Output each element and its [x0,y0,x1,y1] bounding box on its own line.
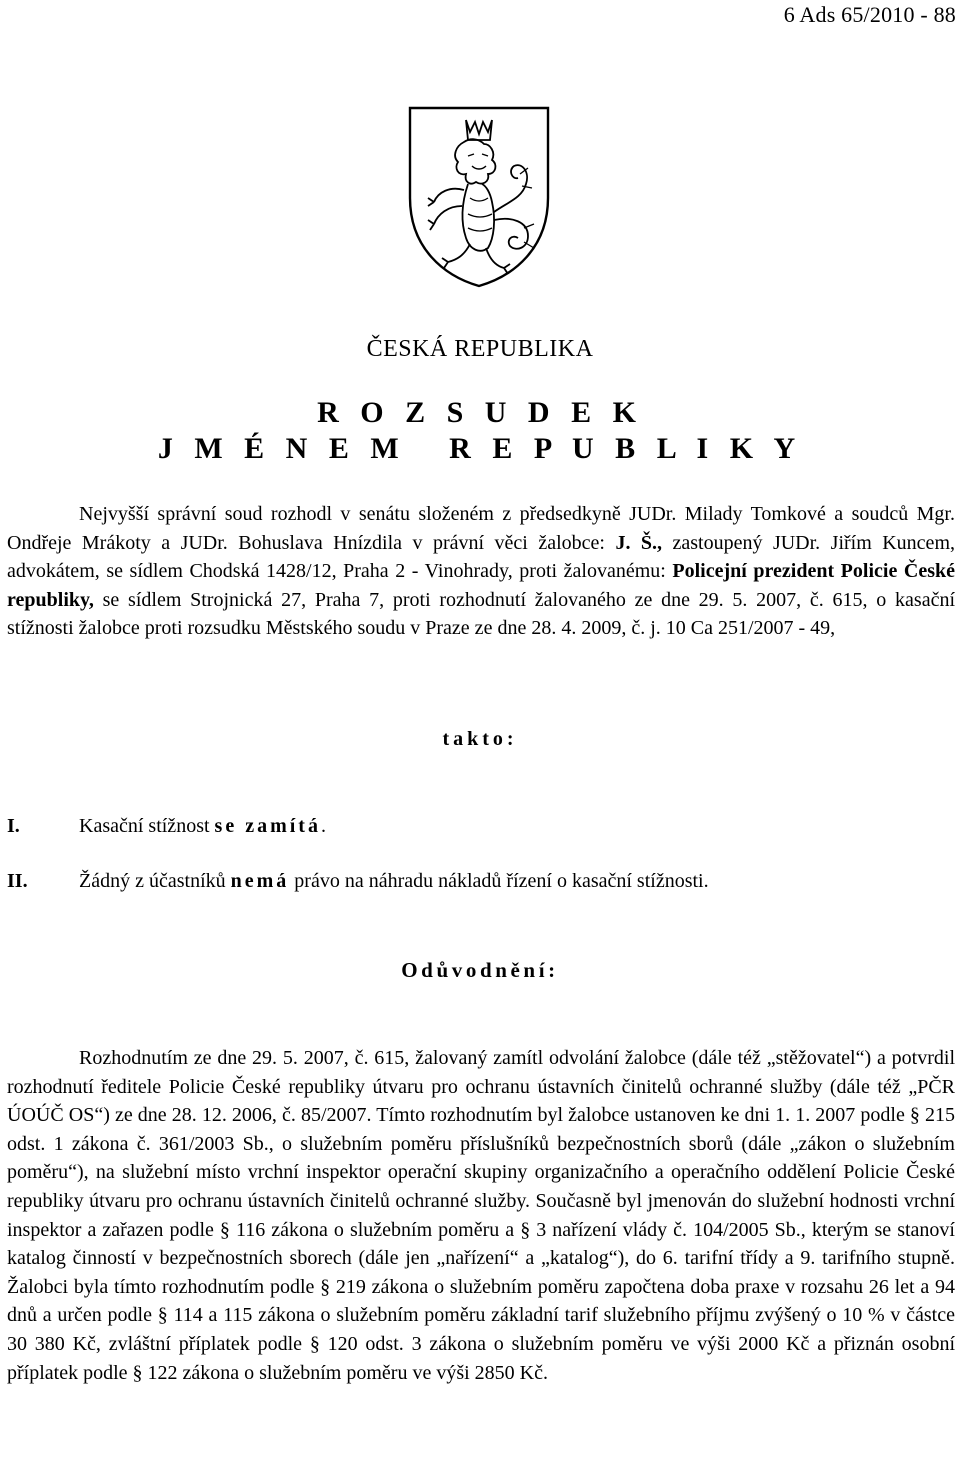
country-title: ČESKÁ REPUBLIKA [366,336,594,362]
intro-text-2: zastoupený JUDr. Jiřím Kuncem, advokátem, se sídlem Chodská 1428/12, Praha 2 - Vinohrady, proti žalovanému: [7,531,955,583]
verdict-item-2 [7,867,955,895]
reasoning-paragraph [7,1044,955,1387]
state-emblem-icon [404,102,554,290]
takto-heading: takto: [442,728,518,750]
verdict-emphasis: se zamítá [214,815,321,837]
verdict-emphasis: nemá [230,870,290,892]
intro-paragraph [7,500,955,643]
verdict-text-end: právo na náhradu nákladů řízení o kasační stížnosti. [289,870,709,892]
case-number: 6 Ads 65/2010 - 88 [783,2,956,27]
reasoning-heading: Odůvodnění: [401,958,559,982]
verdict-text: Žádný z účastníků [79,870,231,892]
reasoning-text: Rozhodnutím ze dne 29. 5. 2007, č. 615, žalovaný zamítl odvolání žalobce (dále též „stěžovatel“) a potvrdil rozhodnutí ředitele Policie České republiky útvaru pro ochranu ústavních činitelů ochranné služby (dále též „PČR ÚOÚČ OS“) ze dne 28. 12. 2006, č. 85/2007. Tímto rozhodnutím byl žalobce ustanoven ke dni 1. 1. 2007 podle § 215 odst. 1 zákona č. 361/2003 Sb., o služebním poměru příslušníků bezpečnostních sborů (dále „zákon o služebním poměru“), na služební místo vrchní inspektor operační skupiny organizačního a operačního oddělení Policie České republiky útvaru pro ochranu ústavních činitelů ochranné služby. Současně byl jmenován do služební hodnosti vrchní inspektor a zařazen podle § 116 zákona o služebním poměru a § 3 nařízení vlády č. 104/2005 Sb., kterým se stanoví katalog činností v bezpečnostních sborech (dále jen „nařízení“ a „katalog“), do 6. tarifní třídy a 9. tarifního stupně. Žalobci byla tímto rozhodnutím podle § 219 zákona o služebním poměru započtena doba praxe v rozsahu 26 let a 94 dnů a určen podle § 114 a 115 zákona o služebním poměru základní tarif služebního příjmu zvýšený o 10 % v částce 30 380 Kč, zvláštní příplatek podle § 120 odst. 3 zákona o služebním poměru ve výši 2000 Kč a přiznán osobní příplatek podle § 122 zákona o služebním poměru ve výši 2850 Kč. [7,1047,955,1384]
verdict-number: II. [7,870,28,892]
verdict-text-end: . [320,815,326,837]
judgment-title: R O Z S U D E K [317,396,643,429]
verdict-item-1 [7,812,955,840]
intro-text-3: se sídlem Strojnická 27, Praha 7, proti rozhodnutí žalovaného ze dne 29. 5. 2007, č. 615, o kasační stížnosti žalobce proti rozsudku Městského soudu v Praze ze dne 28. 4. 2009, č. j. 10 Ca 251/2007 - 49, [7,588,955,640]
intro-text-1: Nejvyšší správní soud rozhodl v senátu složeném z předsedkyně JUDr. Milady Tomkové a soudců Mgr. Ondřeje Mrákoty a JUDr. Bohuslava Hnízdila v právní věci žalobce: [7,503,955,554]
defendant-name: Policejní prezident Policie České republiky, [7,560,955,611]
verdict-number: I. [7,815,20,837]
plaintiff-name: J. Š., [615,531,663,554]
verdict-text: Kasační stížnost [79,815,215,837]
judgment-subtitle: J M É N E M R E P U B L I K Y [157,432,803,465]
